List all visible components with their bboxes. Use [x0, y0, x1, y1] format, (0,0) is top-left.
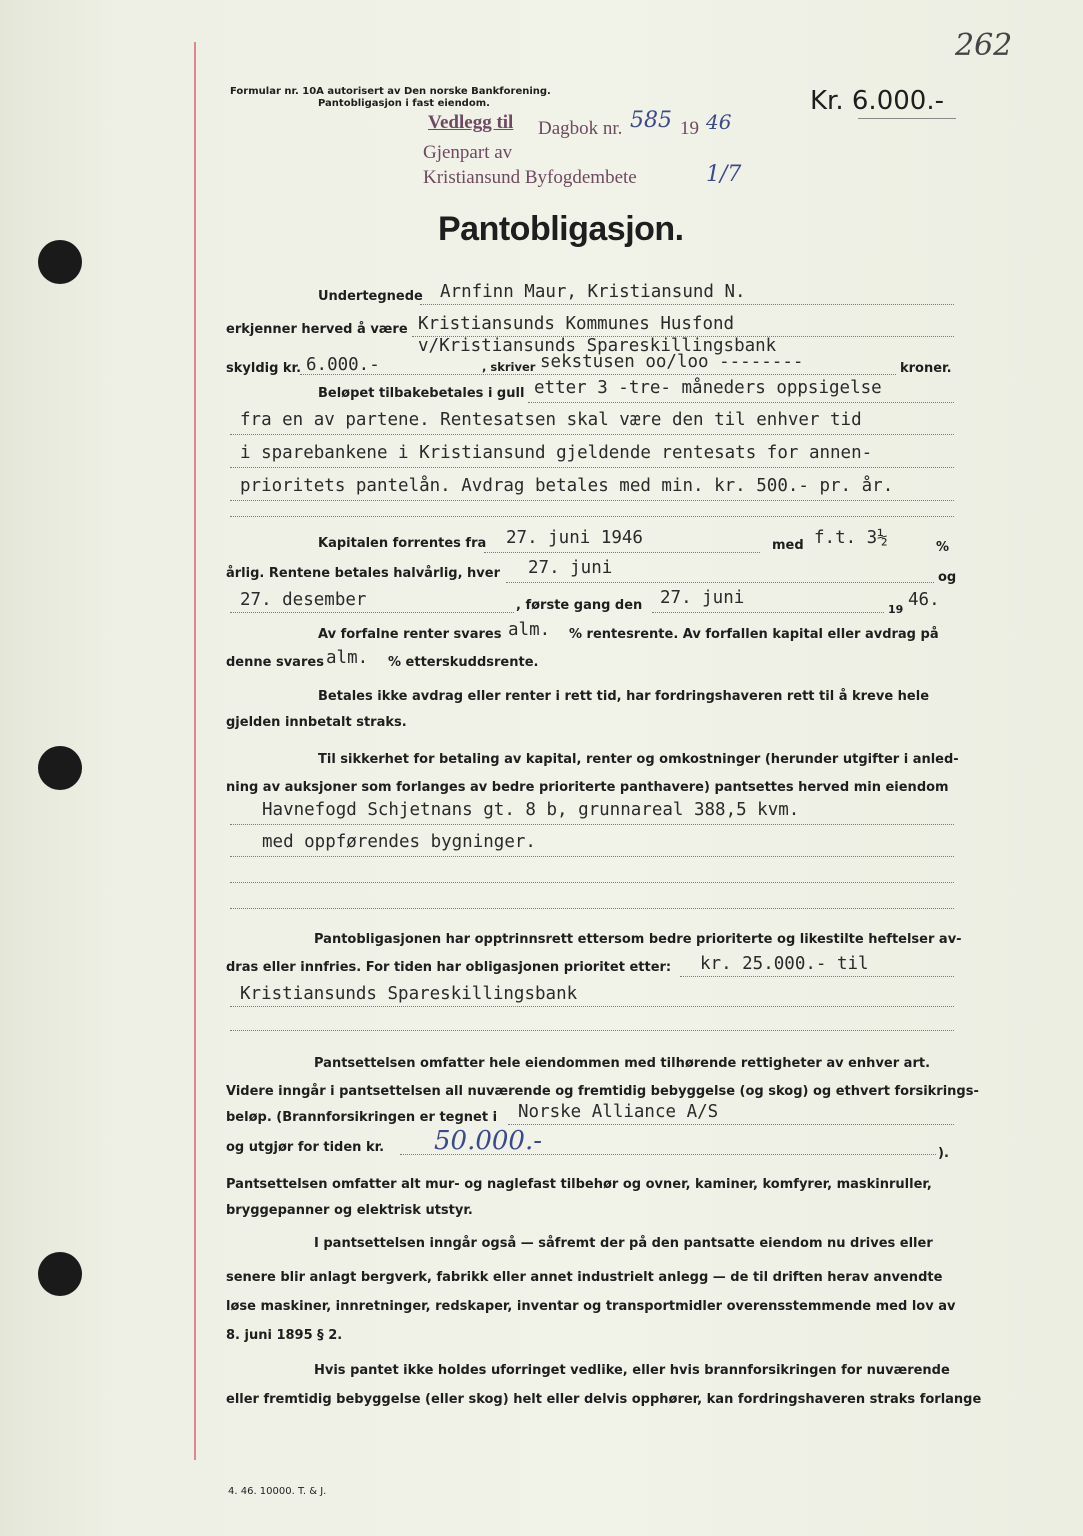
skyldig-amount: 6.000.-	[306, 355, 380, 375]
prioritet-line2: Kristiansunds Spareskillingsbank	[240, 984, 578, 1004]
skyldig-label: skyldig kr.	[226, 361, 302, 376]
alm-rente: alm.	[508, 620, 551, 640]
utgjor-label: og utgjør for tiden kr.	[226, 1140, 385, 1155]
omfatter-line2: Videre inngår i pantsettelsen all nuværende og fremtidig bebyggelse (og skog) og ethvert forsikrings-	[226, 1084, 979, 1099]
debtor-name: Arnfinn Maur, Kristiansund N.	[440, 282, 746, 302]
stamp-vedlegg: Vedlegg til	[428, 112, 514, 133]
sikkerhet-line1: Til sikkerhet for betaling av kapital, renter og omkostninger (herunder utgifter i anled-	[318, 752, 959, 767]
mur-line2: bryggepanner og elektrisk utstyr.	[226, 1203, 473, 1218]
industri-line4: 8. juni 1895 § 2.	[226, 1328, 343, 1343]
punch-hole	[38, 746, 82, 790]
form-note-line1: Formular nr. 10A autorisert av Den norske Bankforening.	[230, 86, 551, 97]
property-line2: med oppførendes bygninger.	[262, 832, 536, 852]
fill-line	[528, 402, 954, 403]
fill-line	[230, 467, 954, 468]
sikkerhet-line2: ning av auksjoner som forlanges av bedre prioriterte panthavere) pantsettes herved min eiendom	[226, 780, 949, 795]
vedlike-line1: Hvis pantet ikke holdes uforringet vedlike, eller hvis brannforsikringen for nuværende	[314, 1363, 950, 1378]
fill-line	[680, 976, 954, 977]
med-label: med	[772, 538, 804, 553]
margin-rule	[194, 42, 196, 1460]
fill-line	[230, 612, 514, 613]
stamp-office: Kristiansund Byfogdembete	[423, 167, 637, 188]
fill-line	[230, 516, 954, 517]
skriver-label: , skriver	[482, 360, 536, 374]
creditor-line2: v/Kristiansunds Spareskillingsbank	[418, 336, 777, 356]
fill-line	[400, 1154, 936, 1155]
opptrinn-line2: dras eller innfries. For tiden har obligasjonen prioritet etter:	[226, 960, 672, 975]
stamp-gjenpart: Gjenpart av	[423, 142, 513, 163]
forste-label: , første gang den	[516, 598, 643, 613]
forfalne-text2: % rentesrente. Av forfallen kapital eller avdrag på	[569, 627, 939, 642]
betales-line2: gjelden innbetalt straks.	[226, 715, 407, 730]
form-note-line2: Pantobligasjon i fast eiendom.	[318, 98, 490, 109]
industri-line3: løse maskiner, innretninger, redskaper, inventar og transportmidler overensstemmende med lov av	[226, 1299, 956, 1314]
amount-header: Kr. 6.000.-	[810, 86, 944, 116]
mur-line1: Pantsettelsen omfatter alt mur- og naglefast tilbehør og ovner, kaminer, komfyrer, maskinruller,	[226, 1177, 932, 1192]
stamp-year-hand: 46	[706, 110, 732, 134]
prioritet-line1: kr. 25.000.- til	[700, 954, 869, 974]
hver-date1: 27. juni	[528, 558, 613, 578]
fill-line	[230, 824, 954, 825]
fill-line	[230, 500, 954, 501]
og-label: og	[938, 570, 957, 585]
kapital-label: Kapitalen forrentes fra	[318, 536, 487, 551]
year-prefix: 19	[888, 603, 904, 616]
fill-line	[230, 434, 954, 435]
percent-sign: %	[936, 540, 950, 555]
hver-date2: 27. desember	[240, 590, 367, 610]
omfatter-line1: Pantsettelsen omfatter hele eiendommen med tilhørende rettigheter av enhver art.	[314, 1056, 931, 1071]
undertegnede-label: Undertegnede	[318, 289, 423, 304]
fill-line	[506, 582, 934, 583]
vedlike-line2: eller fremtidig bebyggelse (eller skog) helt eller delvis opphører, kan fordringshaveren straks forlange	[226, 1392, 982, 1407]
fill-line	[300, 374, 896, 375]
rate: f.t. 3½	[814, 528, 888, 548]
fill-line	[484, 552, 760, 553]
stamp-dagbok-no: 585	[630, 108, 672, 133]
arlig-label: årlig. Rentene betales halvårlig, hver	[226, 566, 501, 581]
terms-line4: prioritets pantelån. Avdrag betales med min. kr. 500.- pr. år.	[240, 476, 894, 496]
kroner-label: kroner.	[900, 361, 952, 376]
punch-hole	[38, 1252, 82, 1296]
property-line1: Havnefogd Schjetnans gt. 8 b, grunnareal 388,5 kvm.	[262, 800, 800, 820]
fill-line	[230, 882, 954, 883]
close-paren: ).	[938, 1146, 949, 1161]
fill-line	[230, 1030, 954, 1031]
alm-etterskudd: alm.	[326, 648, 369, 668]
denne-text2: % etterskuddsrente.	[388, 655, 539, 670]
fill-line	[652, 612, 884, 613]
punch-hole	[38, 240, 82, 284]
amount-underline	[858, 118, 956, 119]
stamp-year-prefix: 19	[680, 118, 699, 139]
terms-line2: fra en av partene. Rentesatsen skal være den til enhver tid	[240, 410, 862, 430]
omfatter-line3: beløp. (Brannforsikringen er tegnet i	[226, 1110, 498, 1125]
denne-text1: denne svares	[226, 655, 324, 670]
skriver-words: sekstusen oo/loo --------	[540, 352, 804, 372]
page-number: 262	[955, 28, 1013, 63]
fill-line	[230, 856, 954, 857]
kapital-date: 27. juni 1946	[506, 528, 643, 548]
fill-line	[508, 1124, 954, 1125]
terms-line3: i sparebankene i Kristiansund gjeldende rentesats for annen-	[240, 443, 873, 463]
fill-line	[230, 908, 954, 909]
stamp-dagbok-label: Dagbok nr.	[538, 118, 623, 139]
tilbake-label: Beløpet tilbakebetales i gull	[318, 386, 525, 401]
erkjenner-label: erkjenner herved å være	[226, 322, 408, 337]
footer-printer: 4. 46. 10000. T. & J.	[228, 1486, 327, 1497]
industri-line2: senere blir anlagt bergverk, fabrikk eller annet industrielt anlegg — de til driften herav anvendte	[226, 1270, 943, 1285]
opptrinn-line1: Pantobligasjonen har opptrinnsrett ettersom bedre prioriterte og likestilte heftelser av-	[314, 932, 962, 947]
forfalne-text1: Av forfalne renter svares	[318, 627, 502, 642]
creditor-line1: Kristiansunds Kommunes Husfond	[418, 314, 735, 334]
insured-amount: 50.000.-	[434, 1126, 543, 1156]
industri-line1: I pantsettelsen inngår også — såfremt der på den pantsatte eiendom nu drives eller	[314, 1236, 933, 1251]
forste-date: 27. juni	[660, 588, 745, 608]
betales-line1: Betales ikke avdrag eller renter i rett tid, har fordringshaveren rett til å kreve hele	[318, 689, 930, 704]
fill-line	[230, 1006, 954, 1007]
fill-line	[420, 304, 954, 305]
stamp-date-hand: 1/7	[706, 162, 742, 187]
insurer: Norske Alliance A/S	[518, 1102, 719, 1122]
document-title: Pantobligasjon.	[438, 210, 684, 248]
year-value: 46.	[908, 590, 940, 610]
terms-line1: etter 3 -tre- måneders oppsigelse	[534, 378, 882, 398]
